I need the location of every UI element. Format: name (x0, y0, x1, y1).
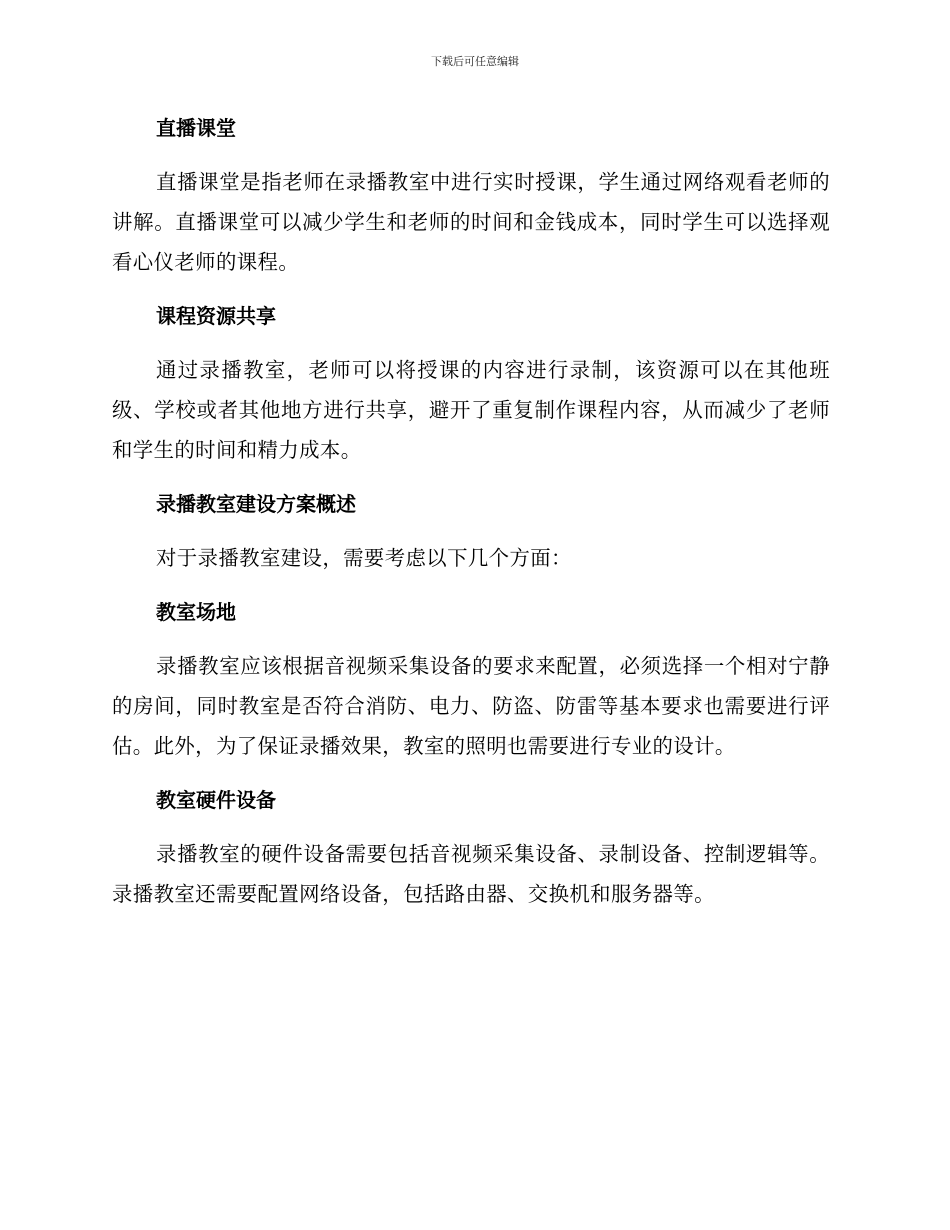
section-classroom-venue (112, 592, 830, 780)
page-header-note: 下载后可任意编辑 (431, 55, 519, 68)
document-body (112, 108, 830, 914)
section-paragraph: 直播课堂是指老师在录播教室中进行实时授课，学生通过网络观看老师的讲解。直播课堂可以减少学生和老师的时间和金钱成本，同时学生可以选择观看心仪老师的课程。 (112, 170, 830, 274)
section-classroom-hardware (112, 780, 830, 914)
section-resource-sharing (112, 296, 830, 484)
section-heading: 教室硬件设备 (156, 788, 276, 812)
section-heading: 课程资源共享 (156, 304, 276, 328)
section-live-class (112, 108, 830, 296)
section-paragraph: 录播教室应该根据音视频采集设备的要求来配置，必须选择一个相对宁静的房间，同时教室是否符合消防、电力、防盗、防雷等基本要求也需要进行评估。此外，为了保证录播效果，教室的照明也需要进行专业的设计。 (112, 654, 830, 758)
section-heading: 直播课堂 (156, 116, 236, 140)
section-paragraph: 对于录播教室建设，需要考虑以下几个方面： (156, 546, 572, 570)
section-paragraph: 通过录播教室，老师可以将授课的内容进行录制，该资源可以在其他班级、学校或者其他地方进行共享，避开了重复制作课程内容，从而减少了老师和学生的时间和精力成本。 (112, 358, 830, 462)
section-heading: 录播教室建设方案概述 (156, 492, 356, 516)
section-paragraph: 录播教室的硬件设备需要包括音视频采集设备、录制设备、控制逻辑等。录播教室还需要配置网络设备，包括路由器、交换机和服务器等。 (112, 842, 830, 906)
section-heading: 教室场地 (156, 600, 236, 624)
section-plan-overview (112, 484, 830, 592)
